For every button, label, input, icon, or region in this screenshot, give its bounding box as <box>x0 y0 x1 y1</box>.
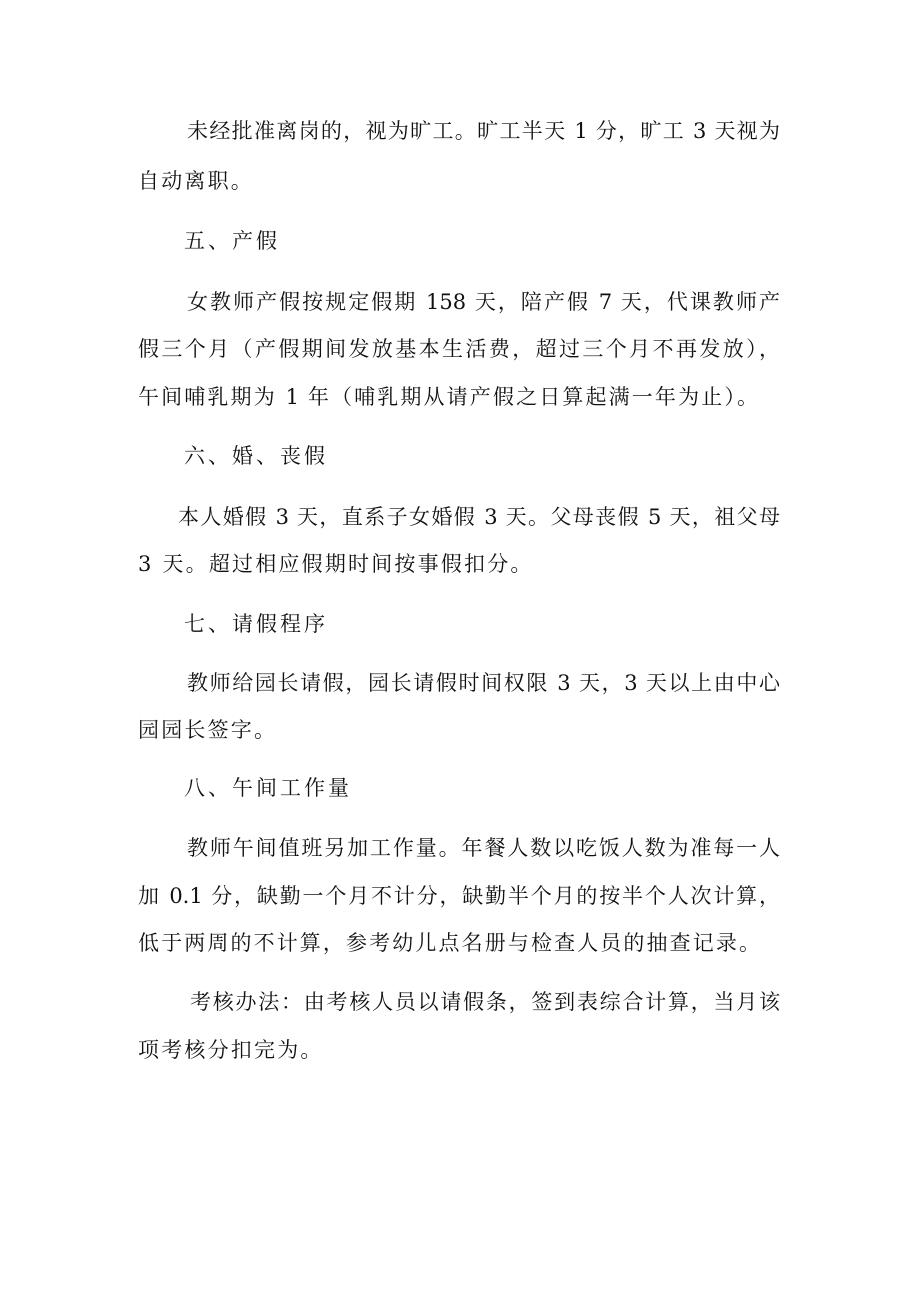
paragraph-line: 未经批准离岗的，视为旷工。旷工半天 1 分，旷工 3 天视为 <box>187 119 780 143</box>
paragraph-line: 考核办法：由考核人员以请假条，签到表综合计算，当月该 <box>190 990 780 1014</box>
paragraph-line: 3 天。超过相应假期时间按事假扣分。 <box>138 552 534 576</box>
section-heading-noon-workload: 八、午间工作量 <box>184 776 352 800</box>
paragraph-line: 假三个月（产假期间发放基本生活费，超过三个月不再发放）， <box>138 337 780 361</box>
paragraph-line: 教师给园长请假，园长请假时间权限 3 天，3 天以上由中心 <box>187 671 780 695</box>
section-heading-maternity-leave: 五、产假 <box>184 229 280 253</box>
paragraph-line: 女教师产假按规定假期 158 天，陪产假 7 天，代课教师产 <box>187 290 780 314</box>
paragraph-line: 项考核分扣完为。 <box>138 1038 324 1062</box>
paragraph-line: 低于两周的不计算，参考幼儿点名册与检查人员的抽查记录。 <box>138 931 760 955</box>
section-heading-marriage-funeral-leave: 六、婚、丧假 <box>184 444 328 468</box>
paragraph-line: 教师午间值班另加工作量。年餐人数以吃饭人数为准每一人 <box>187 836 780 860</box>
paragraph-line: 加 0.1 分，缺勤一个月不计分，缺勤半个月的按半个人次计算， <box>138 884 780 908</box>
paragraph-line: 午间哺乳期为 1 年（哺乳期从请产假之日算起满一年为止）。 <box>138 385 758 409</box>
paragraph-line: 本人婚假 3 天，直系子女婚假 3 天。父母丧假 5 天，祖父母 <box>178 505 780 529</box>
paragraph-line: 自动离职。 <box>138 169 254 193</box>
section-heading-leave-procedure: 七、请假程序 <box>184 612 328 636</box>
paragraph-line: 园园长签字。 <box>138 718 278 742</box>
